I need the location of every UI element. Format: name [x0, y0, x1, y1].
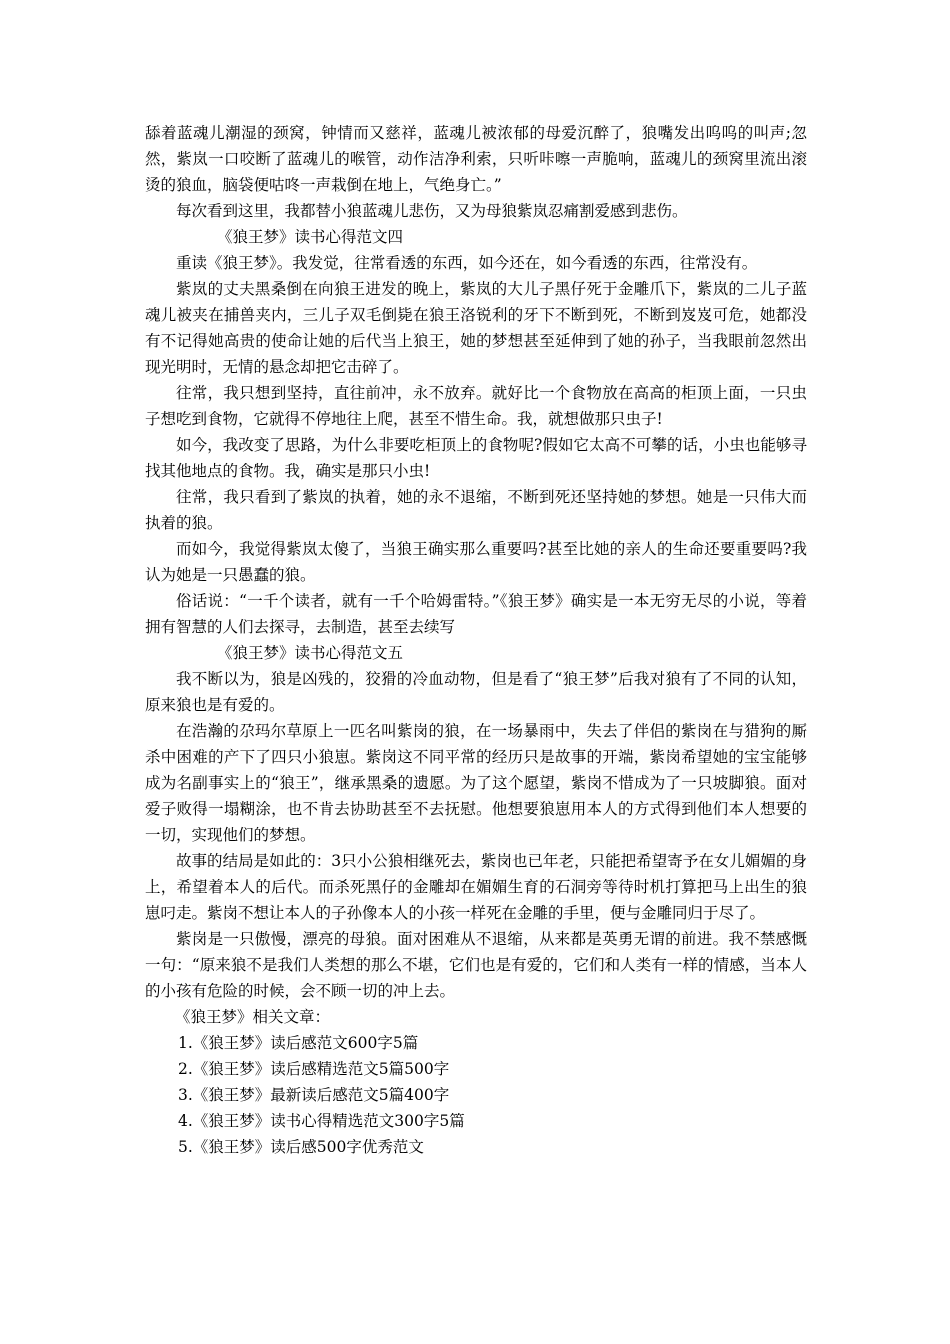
related-article-link[interactable]: 1.《狼王梦》读后感范文600字5篇: [178, 1034, 419, 1052]
section4-paragraph: 往常，我只看到了紫岚的执着，她的永不退缩，不断到死还坚持她的梦想。她是一只伟大而执着的狼。: [145, 488, 807, 532]
related-article-link[interactable]: 2.《狼王梦》读后感精选范文5篇500字: [178, 1060, 450, 1078]
section5-paragraph: 故事的结局是如此的：3只小公狼相继死去，紫岗也已年老，只能把希望寄予在女儿媚媚的身上，希望着本人的后代。而杀死黑仔的金雕却在媚媚生育的石洞旁等待时机打算把马上出生的狼崽叼走。紫岗不想让本人的子孙像本人的小孩一样死在金雕的手里，便与金雕同归于尽了。: [145, 852, 807, 922]
paragraph-continued: 舔着蓝魂儿潮湿的颈窝，钟情而又慈祥，蓝魂儿被浓郁的母爱沉醉了，狼嘴发出呜呜的叫声;忽然，紫岚一口咬断了蓝魂儿的喉管，动作洁净利索，只听咔嚓一声脆响，蓝魂儿的颈窝里流出滚烫的狼血，脑袋便咕咚一声栽倒在地上，气绝身亡。”: [145, 124, 807, 194]
related-articles-title: 《狼王梦》相关文章：: [175, 1008, 331, 1026]
related-articles-list: [145, 1030, 807, 1160]
document-page: [145, 120, 807, 1160]
section-heading-4: 《狼王梦》读书心得范文四: [217, 228, 404, 246]
section4-paragraph: 而如今，我觉得紫岚太傻了，当狼王确实那么重要吗?甚至比她的亲人的生命还要重要吗?我认为她是一只愚蠢的狼。: [145, 540, 807, 584]
section5-paragraph: 在浩瀚的尕玛尔草原上一匹名叫紫岗的狼，在一场暴雨中，失去了伴侣的紫岗在与猎狗的厮杀中困难的产下了四只小狼崽。紫岗这不同平常的经历只是故事的开端，紫岗希望她的宝宝能够成为名副事实上的“狼王”，继承黑桑的遗愿。为了这个愿望，紫岗不惜成为了一只坡脚狼。面对爱子败得一塌糊涂，也不肯去协助甚至不去抚慰。他想要狼崽用本人的方式得到他们本人想要的一切，实现他们的梦想。: [145, 722, 807, 844]
section-heading-5: 《狼王梦》读书心得范文五: [217, 644, 404, 662]
related-article-link[interactable]: 4.《狼王梦》读书心得精选范文300字5篇: [178, 1112, 465, 1130]
related-article-link[interactable]: 3.《狼王梦》最新读后感范文5篇400字: [178, 1086, 450, 1104]
section4-paragraph: 如今，我改变了思路，为什么非要吃柜顶上的食物呢?假如它太高不可攀的话，小虫也能够寻找其他地点的食物。我，确实是那只小虫!: [145, 436, 807, 480]
section4-paragraph: 往常，我只想到坚持，直往前冲，永不放弃。就好比一个食物放在高高的柜顶上面，一只虫子想吃到食物，它就得不停地往上爬，甚至不惜生命。我，就想做那只虫子!: [145, 384, 807, 428]
section4-paragraph: 俗话说：“一千个读者，就有一千个哈姆雷特。”《狼王梦》确实是一本无穷无尽的小说，等着拥有智慧的人们去探寻，去制造，甚至去续写: [145, 592, 807, 636]
section4-paragraph: 紫岚的丈夫黑桑倒在向狼王进发的晚上，紫岚的大儿子黑仔死于金雕爪下，紫岚的二儿子蓝魂儿被夹在捕兽夹内，三儿子双毛倒毙在狼王洛锐利的牙下不断到死，不断到岌岌可危，她都没有不记得她高贵的使命让她的后代当上狼王，她的梦想甚至延伸到了她的孙子，当我眼前忽然出现光明时，无情的悬念却把它击碎了。: [145, 280, 807, 376]
section5-paragraph: 我不断以为，狼是凶残的，狡猾的冷血动物，但是看了“狼王梦”后我对狼有了不同的认知，原来狼也是有爱的。: [145, 670, 807, 714]
related-article-link[interactable]: 5.《狼王梦》读后感500字优秀范文: [178, 1138, 424, 1156]
section5-paragraph: 紫岗是一只傲慢，漂亮的母狼。面对困难从不退缩，从来都是英勇无谓的前进。我不禁感慨一句：“原来狼不是我们人类想的那么不堪，它们也是有爱的，它们和人类有一样的情感，当本人的小孩有危险的时候，会不顾一切的冲上去。: [145, 930, 807, 1000]
paragraph-reflection: 每次看到这里，我都替小狼蓝魂儿悲伤，又为母狼紫岚忍痛割爱感到悲伤。: [176, 202, 688, 220]
section4-paragraph: 重读《狼王梦》。我发觉，往常看透的东西，如今还在，如今看透的东西，往常没有。: [176, 254, 758, 272]
